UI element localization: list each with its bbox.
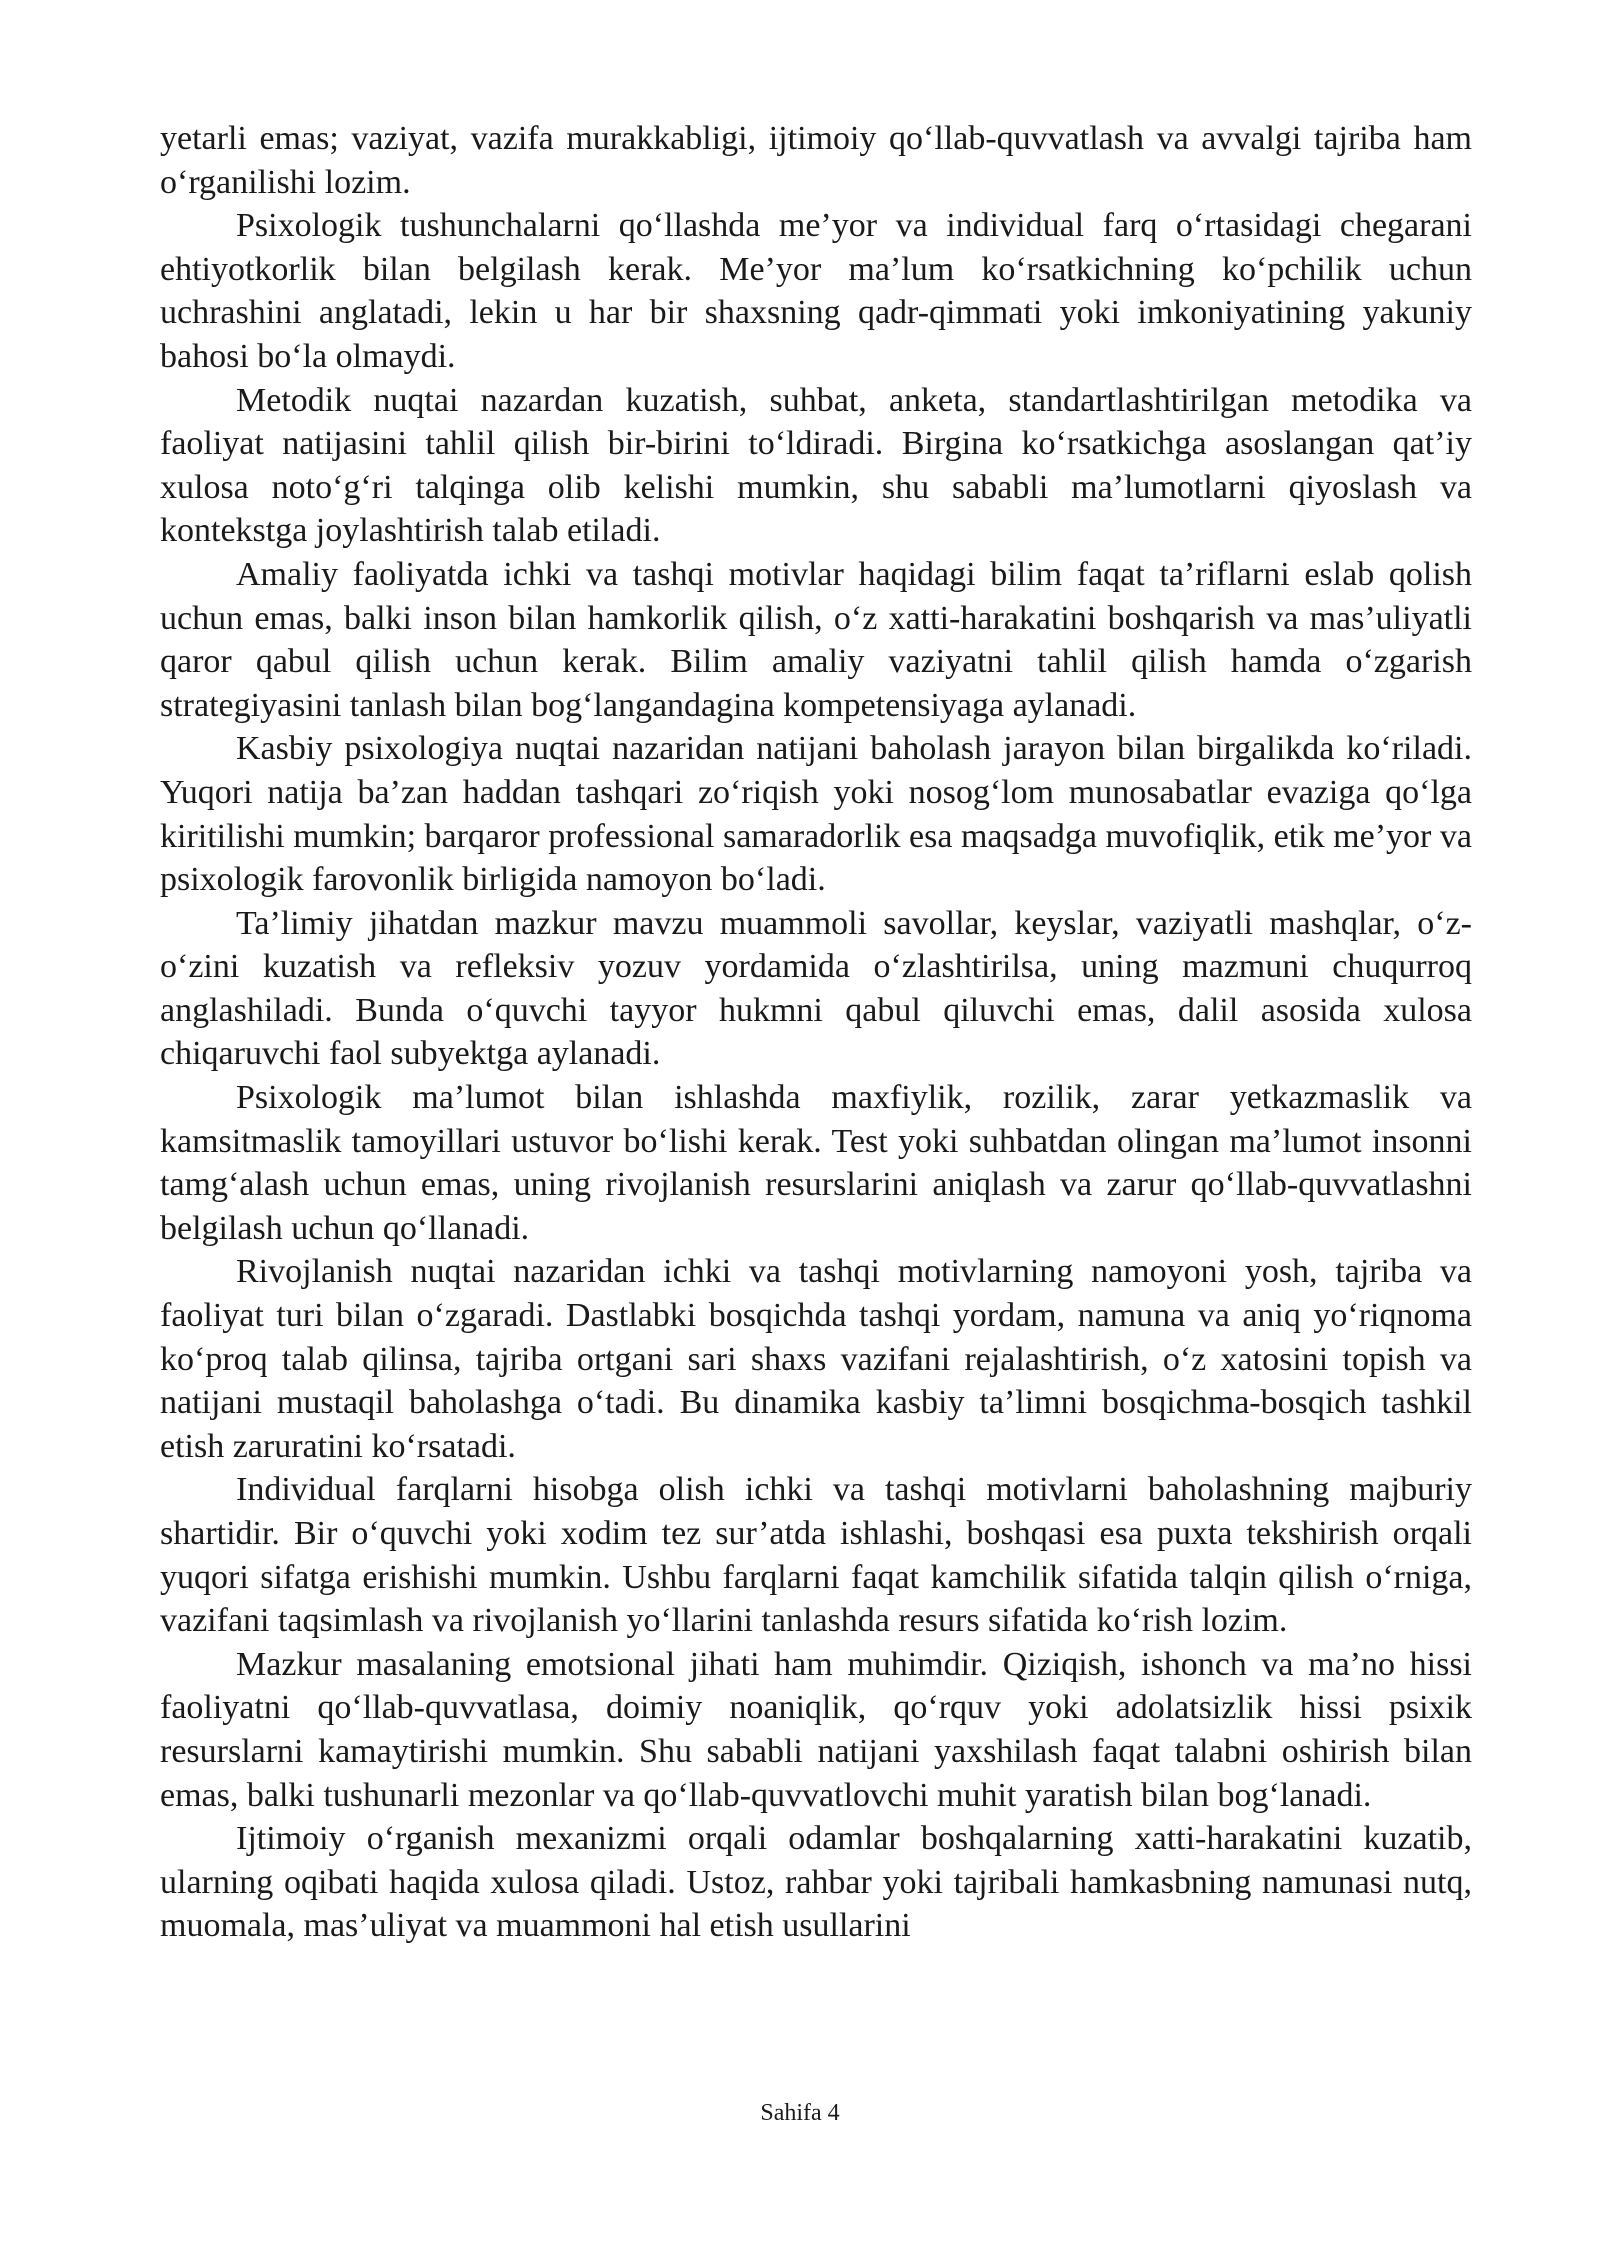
paragraph: Ta’limiy jihatdan mazkur mavzu muammoli savollar, keyslar, vaziyatli mashqlar, o‘z-o‘zini kuzatish va refleksiv yozuv yordamida o‘zlashtirilsa, uning mazmuni chuqurroq anglashiladi. Bunda o‘quvchi tayyor hukmni qabul qiluvchi emas, dalil asosida xulosa chiqaruvchi faol subyektga aylanadi. bbox=[160, 904, 1472, 1073]
paragraph: Mazkur masalaning emotsional jihati ham muhimdir. Qiziqish, ishonch va ma’no hissi faoliyatni qo‘llab-quvvatlasa, doimiy noaniqlik, qo‘rquv yoki adolatsizlik hissi psixik resurslarni kamaytirishi mumkin. Shu sababli natijani yaxshilash faqat talabni oshirish bilan emas, balki tushunarli mezonlar va qo‘llab-quvvatlovchi muhit yaratish bilan bog‘lanadi. bbox=[160, 1645, 1472, 1814]
paragraph: Metodik nuqtai nazardan kuzatish, suhbat, anketa, standartlashtirilgan metodika va faoliyat natijasini tahlil qilish bir-birini to‘ldiradi. Birgina ko‘rsatkichga asoslangan qat’iy xulosa noto‘g‘ri talqinga olib kelishi mumkin, shu sababli ma’lumotlarni qiyoslash va kontekstga joylashtirish talab etiladi. bbox=[160, 381, 1472, 550]
paragraph: Amaliy faoliyatda ichki va tashqi motivlar haqidagi bilim faqat ta’riflarni eslab qolish uchun emas, balki inson bilan hamkorlik qilish, o‘z xatti-harakatini boshqarish va mas’uliyatli qaror qabul qilish uchun kerak. Bilim amaliy vaziyatni tahlil qilish hamda o‘zgarish strategiyasini tanlash bilan bog‘langandagina kompetensiyaga aylanadi. bbox=[160, 555, 1472, 724]
paragraph: yetarli emas; vaziyat, vazifa murakkabligi, ijtimoiy qo‘llab-quvvatlash va avvalgi tajriba ham o‘rganilishi lozim. bbox=[160, 120, 1472, 201]
paragraph: Psixologik tushunchalarni qo‘llashda me’yor va individual farq o‘rtasidagi chegarani ehtiyotkorlik bilan belgilash kerak. Me’yor ma’lum ko‘rsatkichning ko‘pchilik uchun uchrashini anglatadi, lekin u har bir shaxsning qadr-qimmati yoki imkoniyatining yakuniy bahosi bo‘la olmaydi. bbox=[160, 207, 1472, 375]
page-number: Sahifa 4 bbox=[760, 2100, 840, 2126]
paragraph: Individual farqlarni hisobga olish ichki va tashqi motivlarni baholashning majburiy shartidir. Bir o‘quvchi yoki xodim tez sur’atda ishlashi, boshqasi esa puxta tekshirish orqali yuqori sifatga erishishi mumkin. Ushbu farqlarni faqat kamchilik sifatida talqin qilish o‘rniga, vazifani taqsimlash va rivojlanish yo‘llarini tanlashda resurs sifatida ko‘rish lozim. bbox=[160, 1471, 1472, 1640]
paragraph: Rivojlanish nuqtai nazaridan ichki va tashqi motivlarning namoyoni yosh, tajriba va faoliyat turi bilan o‘zgaradi. Dastlabki bosqichda tashqi yordam, namuna va aniq yo‘riqnoma ko‘proq talab qilinsa, tajriba ortgani sari shaxs vazifani rejalashtirish, o‘z xatosini topish va natijani mustaqil baholashga o‘tadi. Bu dinamika kasbiy ta’limni bosqichma-bosqich tashkil etish zaruratini ko‘rsatadi. bbox=[160, 1253, 1472, 1465]
paragraph: Ijtimoiy o‘rganish mexanizmi orqali odamlar boshqalarning xatti-harakatini kuzatib, ularning oqibati haqida xulosa qiladi. Ustoz, rahbar yoki tajribali hamkasbning namunasi nutq, muomala, mas’uliyat va muammoni hal etish usullarini bbox=[160, 1820, 1472, 1945]
paragraph: Kasbiy psixologiya nuqtai nazaridan natijani baholash jarayon bilan birgalikda ko‘riladi. Yuqori natija ba’zan haddan tashqari zo‘riqish yoki nosog‘lom munosabatlar evaziga qo‘lga kiritilishi mumkin; barqaror professional samaradorlik esa maqsadga muvofiqlik, etik me’yor va psixologik farovonlik birligida namoyon bo‘ladi. bbox=[160, 730, 1472, 899]
paragraph: Psixologik ma’lumot bilan ishlashda maxfiylik, rozilik, zarar yetkazmaslik va kamsitmaslik tamoyillari ustuvor bo‘lishi kerak. Test yoki suhbatdan olingan ma’lumot insonni tamg‘alash uchun emas, uning rivojlanish resurslarini aniqlash va zarur qo‘llab-quvvatlashni belgilash uchun qo‘llanadi. bbox=[160, 1079, 1472, 1247]
document-body bbox=[160, 117, 1472, 1948]
